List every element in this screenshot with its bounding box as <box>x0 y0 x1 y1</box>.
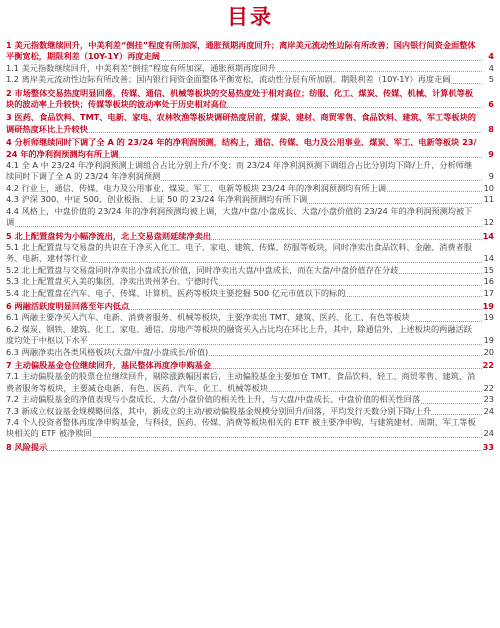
toc-entry-title: 7.2 主动偏股基金的净值表现与小盘成长、大盘/小盘价值的相关性上升，与大盘/中盘成长、中盘价值的相关性回落 <box>6 394 421 405</box>
toc-section-entry[interactable] <box>6 360 494 371</box>
toc-subsection-entry[interactable] <box>6 324 494 347</box>
toc-entry-title: 4.1 全 A 中 23/24 年净利润预测上调组合占比分别上升/不变；而 23/24 年净利润预测下调组合占比分别均下降/上升，分析师继续同时下调了全 A 的 23/24 年净利润预测 <box>6 160 473 182</box>
toc-entry-title: 1.2 离岸美元流动性边际有所改善；国内银行间资金面整体平衡宽松，流动性分层有所加剧，期限利差（10Y-1Y）再度走阔 <box>6 74 451 85</box>
toc-entry-title: 6.2 煤炭、钢铁、建筑、化工、家电、通信、房地产等板块的融资买入占比均在环比上升，其中，除通信外，上述板块的两融活跃度均处于中枢以下水平 <box>6 323 472 346</box>
toc-subsection-entry[interactable] <box>6 160 494 183</box>
toc-entry-title: 6.1 两融主要净买入汽车、电新、消费者服务、机械等板块，主要净卖出 TMT、建筑、医药、化工、有色等板块 <box>6 312 410 323</box>
toc-subsection-entry[interactable] <box>6 242 494 265</box>
toc-page-number: 22 <box>483 382 494 393</box>
toc-subsection-entry[interactable] <box>6 417 494 440</box>
toc-subsection-entry[interactable] <box>6 394 494 405</box>
toc-subsection-entry[interactable] <box>6 206 494 229</box>
toc-entry-title: 5.2 北上配置盘与交易盘同时净卖出小盘成长/价值，同时净卖出大盘/中盘成长，而在大盘/中盘价值存在分歧 <box>6 264 399 275</box>
table-of-contents <box>6 40 494 453</box>
toc-subsection-entry[interactable] <box>6 183 494 194</box>
toc-page-number: 6 <box>488 99 494 110</box>
toc-subsection-entry[interactable] <box>6 312 494 323</box>
toc-subsection-entry[interactable] <box>6 406 494 417</box>
toc-page-number: 11 <box>483 194 494 205</box>
toc-page-number: 33 <box>482 441 494 452</box>
toc-entry-title: 8 风险提示 <box>6 441 48 452</box>
toc-entry-title: 4 分析师继续同时下调了全 A 的 23/24 年的净利润预测，结构上，通信、传媒、电力及公用事业、煤炭、军工、电新等板块 23/24 年的净利润预测均有所上调 <box>6 137 477 159</box>
toc-entry-title: 4.4 风格上，中盘价值的 23/24 年的净利润预测均被上调，大盘/中盘/小盘成长、大盘/小盘价值的 23/24 年的净利润预测均被下调 <box>6 205 473 228</box>
toc-section-entry[interactable] <box>6 88 494 111</box>
toc-subsection-entry[interactable] <box>6 265 494 276</box>
toc-page-number: 4 <box>488 62 494 73</box>
toc-entry-title: 5.3 北上配置盘买入美的集团，净卖出贵州茅台、宁德时代 <box>6 276 219 287</box>
toc-subsection-entry[interactable] <box>6 288 494 299</box>
toc-page-number: 16 <box>483 276 494 287</box>
toc-page-number: 10 <box>483 182 494 193</box>
toc-entry-title: 4.2 行业上，通信、传媒、电力及公用事业、煤炭、军工、电新等板块 23/24 年的净利润预测均有所上调 <box>6 182 387 193</box>
toc-page-number: 22 <box>482 359 494 370</box>
toc-section-entry[interactable] <box>6 301 494 312</box>
toc-subsection-entry[interactable] <box>6 276 494 287</box>
toc-entry-title: 2 市场整体交易热度明显回落，传媒、通信、机械等板块的交易热度处于相对高位；纺服、化工、煤炭、传媒、机械、计算机等板块的波动率上升较快；传媒等板块的波动率处于历史相对高位 <box>6 87 474 110</box>
toc-page-number: 8 <box>488 123 494 134</box>
toc-entry-title: 7.4 个人投资者整体再度净申购基金，与科技、医药、传媒、消费等板块相关的 ETF 被主要净申购，与建筑建材、周期、军工等板块相关的 ETF 被净赎回 <box>6 417 476 439</box>
toc-page-number: 14 <box>482 230 494 241</box>
toc-entry-title: 1 美元指数继续回升，中美利差“倒挂”程度有所加深，通胀预期再度回升；离岸美元流动性边际有所改善；国内银行间资金面整体平衡宽松，期限利差（10Y-1Y）再度走阔 <box>6 40 476 62</box>
toc-section-entry[interactable] <box>6 231 494 242</box>
toc-entry-title: 7 主动偏股基金仓位继续回升，基民整体再度净申购基金 <box>6 359 212 370</box>
toc-entry-title: 7.3 新成立权益基金规模略回落，其中，新成立的主动/被动偏股基金规模分别回升/回落，平均发行天数分别下降/上升 <box>6 405 432 416</box>
page-title: 目录 <box>227 5 273 29</box>
toc-entry-title: 5.1 北上配置盘与交易盘的共识在于净买入化工、电子、家电、建筑、传媒、纺服等板块，同时净卖出食品饮料、金融、消费者服务、电新、建材等行业 <box>6 241 472 264</box>
toc-page-number: 4 <box>488 51 494 62</box>
toc-page-number: 19 <box>483 312 494 323</box>
toc-section-entry[interactable] <box>6 40 494 63</box>
toc-page-number: 5 <box>488 74 494 85</box>
toc-page-number: 14 <box>483 253 494 264</box>
toc-subsection-entry[interactable] <box>6 63 494 74</box>
toc-page-number: 24 <box>483 405 494 416</box>
toc-entry-title: 6 两融活跃度明显回落至年内低点 <box>6 300 130 311</box>
toc-page-number: 12 <box>483 217 494 228</box>
toc-entry-title: 7.1 主动偏股基金的股票仓位继续回升，剔除涨跌幅因素后，主动偏股基金主要加仓 TMT、食品饮料、轻工、商贸零售、建筑、消费者服务等板块，主要减仓电新、有色、医药、汽车、化工、机械等板块 <box>6 371 476 393</box>
toc-page-number: 9 <box>488 148 494 159</box>
toc-page-number: 19 <box>482 300 494 311</box>
toc-section-entry[interactable] <box>6 442 494 453</box>
toc-section-entry[interactable] <box>6 137 494 160</box>
toc-page-number: 15 <box>483 264 494 275</box>
toc-entry-title: 6.3 两融净卖出各类风格板块(大盘/中盘/小盘成长/价值) <box>6 346 209 357</box>
toc-section-entry[interactable] <box>6 112 494 135</box>
toc-page-number: 17 <box>483 287 494 298</box>
toc-page-number: 19 <box>483 335 494 346</box>
toc-page-number: 9 <box>488 171 494 182</box>
toc-page-number: 23 <box>483 394 494 405</box>
toc-entry-title: 3 医药、食品饮料、TMT、电新、家电、农林牧渔等板块调研热度居前，煤炭、建材、商贸零售、食品饮料、建筑、军工等板块的调研热度环比上升较快 <box>6 112 476 134</box>
toc-page-number: 20 <box>483 346 494 357</box>
toc-entry-title: 5 北上配置盘转为小幅净流出，北上交易盘则延续净卖出 <box>6 230 212 241</box>
toc-subsection-entry[interactable] <box>6 194 494 205</box>
toc-entry-title: 5.4 北上配置盘在汽车、电子、传媒、计算机、医药等板块主要挖掘 500 亿元市值以下的标的 <box>6 287 346 298</box>
toc-subsection-entry[interactable] <box>6 74 494 85</box>
toc-subsection-entry[interactable] <box>6 371 494 394</box>
toc-subsection-entry[interactable] <box>6 347 494 358</box>
toc-page-number: 24 <box>483 428 494 439</box>
toc-entry-title: 4.3 沪深 300、中证 500、创业板指、上证 50 的 23/24 年净利润预测均有所下调 <box>6 194 308 205</box>
toc-entry-title: 1.1 美元指数继续回升，中美利差“倒挂”程度有所加深，通胀预期再度回升 <box>6 62 276 73</box>
